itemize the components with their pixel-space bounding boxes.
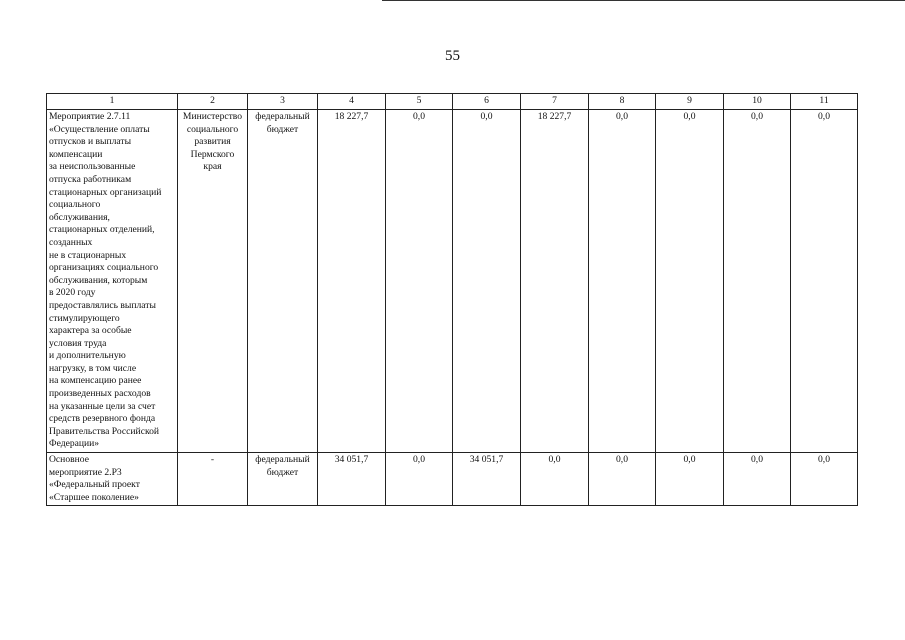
value-cell-col7: 18 227,7 (521, 110, 589, 453)
header-cell-3: 3 (248, 94, 318, 110)
value-cell-col8: 0,0 (589, 453, 656, 506)
value-cell-col5: 0,0 (386, 453, 453, 506)
measure-name-cell: Мероприятие 2.7.11 «Осуществление оплаты отпусков и выплаты компенсации за неиспользованные отпуска работникам стационарных организаций социального обслуживания, стационарных отделений, созданных не в стационарных организациях социального обслуживания, которым в 2020 году предоставлялись выплаты стимулирующего характера за особые условия труда и дополнительную нагрузку, в том числе на компенсацию ранее произведенных расходов на указанные цели за счет средств резервного фонда Правительства Российской Федерации» (47, 110, 178, 453)
value-cell-col11: 0,0 (791, 453, 858, 506)
value-cell-col7: 0,0 (521, 453, 589, 506)
table-row (47, 110, 858, 453)
budget-table (46, 93, 858, 506)
value-cell-col5: 0,0 (386, 110, 453, 453)
executor-cell: - (178, 453, 248, 506)
header-row (47, 94, 858, 110)
header-cell-6: 6 (453, 94, 521, 110)
value-cell-col6: 0,0 (453, 110, 521, 453)
header-cell-7: 7 (521, 94, 589, 110)
header-cell-1: 1 (47, 94, 178, 110)
header-cell-10: 10 (724, 94, 791, 110)
value-cell-col8: 0,0 (589, 110, 656, 453)
header-cell-5: 5 (386, 94, 453, 110)
value-cell-col9: 0,0 (656, 453, 724, 506)
page-number: 55 (445, 48, 460, 64)
table-row (47, 453, 858, 506)
value-cell-col6: 34 051,7 (453, 453, 521, 506)
value-cell-col10: 0,0 (724, 110, 791, 453)
header-cell-2: 2 (178, 94, 248, 110)
scan-edge-line (382, 0, 905, 1)
measure-name-cell: Основное мероприятие 2.Р3 «Федеральный проект «Старшее поколение» (47, 453, 178, 506)
value-cell-col9: 0,0 (656, 110, 724, 453)
value-cell-col11: 0,0 (791, 110, 858, 453)
value-cell-col4: 34 051,7 (318, 453, 386, 506)
executor-cell: Министерство социального развития Пермского края (178, 110, 248, 453)
funding-source-cell: федеральный бюджет (248, 110, 318, 453)
header-cell-9: 9 (656, 94, 724, 110)
header-cell-11: 11 (791, 94, 858, 110)
value-cell-col4: 18 227,7 (318, 110, 386, 453)
value-cell-col10: 0,0 (724, 453, 791, 506)
header-cell-4: 4 (318, 94, 386, 110)
funding-source-cell: федеральный бюджет (248, 453, 318, 506)
header-cell-8: 8 (589, 94, 656, 110)
